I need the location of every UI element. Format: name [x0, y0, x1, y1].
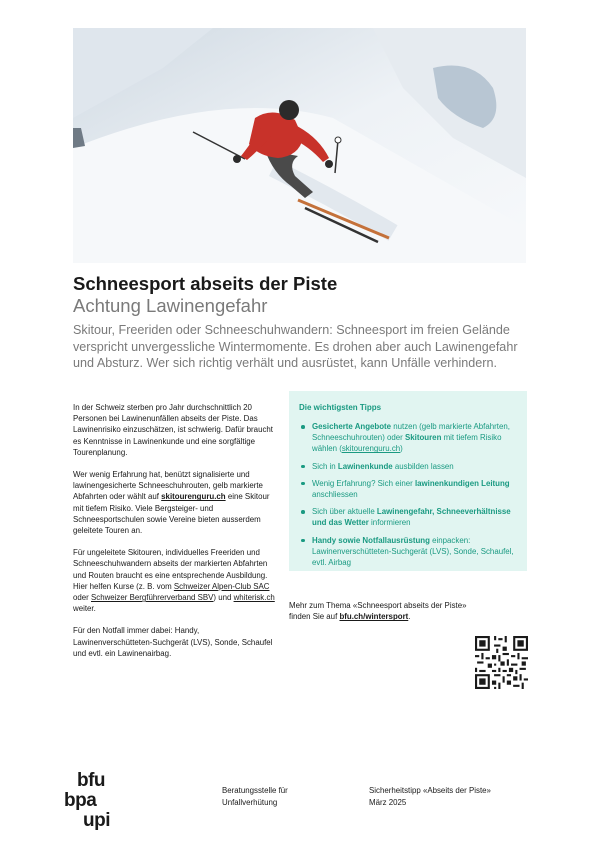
- text: weiter.: [73, 604, 96, 614]
- text: eine Skitour mit tiefem Risiko. Viele Bergsteiger- und Schneesportschulen sowie Vereine bieten ausserdem geleitete Touren an.: [73, 492, 270, 536]
- qr-code-icon[interactable]: [475, 636, 528, 689]
- text: .: [408, 612, 411, 622]
- text: ausbilden lassen: [392, 461, 454, 471]
- text: informieren: [368, 518, 411, 528]
- text: einpacken: Lawinenverschütteten-Suchgerät (LVS), Sonde, Schaufel, evtl. Airbag: [312, 535, 514, 568]
- lead-paragraph: Skitour, Freeriden oder Schneeschuhwandern: Schneesport im freien Gelände verspricht unvergessliche Wintermomente. Es drohen aber auch Lawinengefahr und Absturz. Wer sich richtig verhält und ausrüstet, kann Unfälle verhindern.: [73, 323, 518, 370]
- sac-link[interactable]: Schweizer Alpen-Club SAC: [173, 581, 270, 591]
- text: Lawinenkunde: [337, 461, 393, 471]
- tips-list: [299, 421, 517, 568]
- text: mit tiefem Risiko wählen (: [312, 433, 502, 454]
- skitourenguru-link[interactable]: skitourenguru.ch: [161, 492, 226, 502]
- text: Sich in: [312, 461, 338, 471]
- logo-line-2: bpa: [64, 790, 97, 811]
- text: Wenig Erfahrung? Sich einer: [312, 478, 415, 488]
- footer-document-info: [369, 785, 491, 808]
- text: anschliessen: [312, 490, 358, 500]
- footer-mid-line-2: Unfallverhütung: [222, 797, 278, 807]
- text: Skitouren: [405, 433, 442, 443]
- footer-right-line-1: Sicherheitstipp «Abseits der Piste»: [369, 786, 491, 795]
- tip-item: [299, 535, 517, 569]
- text: Sich über aktuelle: [312, 507, 377, 517]
- text: finden Sie auf: [289, 612, 340, 622]
- whiterisk-link[interactable]: whiterisk.ch: [233, 593, 275, 603]
- footer-organisation: [222, 785, 288, 808]
- sbv-link[interactable]: Schweizer Bergführerverband SBV: [91, 593, 214, 603]
- body-paragraph-1: In der Schweiz sterben pro Jahr durchschnittlich 20 Personen bei Lawinenunfällen abseits der Piste. Das Lawinenrisiko einzuschätzen, ist schwierig. Dafür braucht es Kenntnisse in Lawinenkunde und eine sorgfältige Tourenplanung.: [73, 403, 273, 457]
- body-paragraph-3: [73, 547, 278, 614]
- tip-item: [299, 478, 517, 500]
- text: Lawinengefahr, Schneeverhältnisse und das Wetter: [312, 507, 511, 528]
- tips-title: Die wichtigsten Tipps: [299, 403, 382, 412]
- text: oder: [73, 593, 91, 603]
- tip-item: [299, 461, 517, 472]
- skitourenguru-tip-link[interactable]: skitourenguru.ch: [341, 444, 401, 454]
- text: Wer wenig Erfahrung hat, benützt signalisierte und lawinengesicherte Schneeschuhrouten, gelb markierte Abfahrten oder wählt auf: [73, 470, 263, 502]
- body-paragraph-2: [73, 469, 278, 536]
- text: ): [400, 444, 403, 454]
- bfu-logo: [64, 772, 130, 832]
- text: ) und: [213, 593, 234, 603]
- text: Handy sowie Notfallausrüstung: [312, 535, 430, 545]
- text: nutzen (gelb markierte Abfahrten, Schneeschuhrouten) oder: [312, 422, 510, 443]
- page-title: Schneesport abseits der Piste: [73, 273, 338, 294]
- footer-right-line-2: März 2025: [369, 797, 407, 807]
- body-column: [73, 402, 278, 670]
- more-info: [289, 600, 529, 622]
- skier-photo: [73, 28, 526, 263]
- footer-mid-line-1: Beratungsstelle für: [222, 786, 288, 795]
- page-subtitle: Achtung Lawinengefahr: [73, 295, 268, 316]
- text: Gesicherte Angebote: [312, 422, 392, 431]
- logo-line-1: bfu: [77, 770, 106, 791]
- tip-item: [299, 506, 517, 528]
- more-line-2: [289, 611, 529, 622]
- text: Für ungeleitete Skitouren, individuelles Freeriden und Schneeschuhwandern abseits der markierten Abfahrten und Routen braucht es eine entsprechende Ausbildung. Hier helfen Kurse (z. B. vom: [73, 548, 268, 591]
- tips-box: [289, 391, 527, 571]
- hero-photo: [73, 28, 526, 263]
- more-line-1: Mehr zum Thema «Schneesport abseits der Piste»: [289, 601, 467, 610]
- logo-line-3: upi: [83, 810, 110, 831]
- bfu-wintersport-link[interactable]: bfu.ch/wintersport: [339, 612, 409, 622]
- tip-item: [299, 421, 517, 455]
- text: lawinenkundigen Leitung: [414, 478, 510, 488]
- body-paragraph-4: Für den Notfall immer dabei: Handy, Lawinenverschütteten-Suchgerät (LVS), Sonde, Schaufel und evtl. ein Lawinenairbag.: [73, 626, 273, 658]
